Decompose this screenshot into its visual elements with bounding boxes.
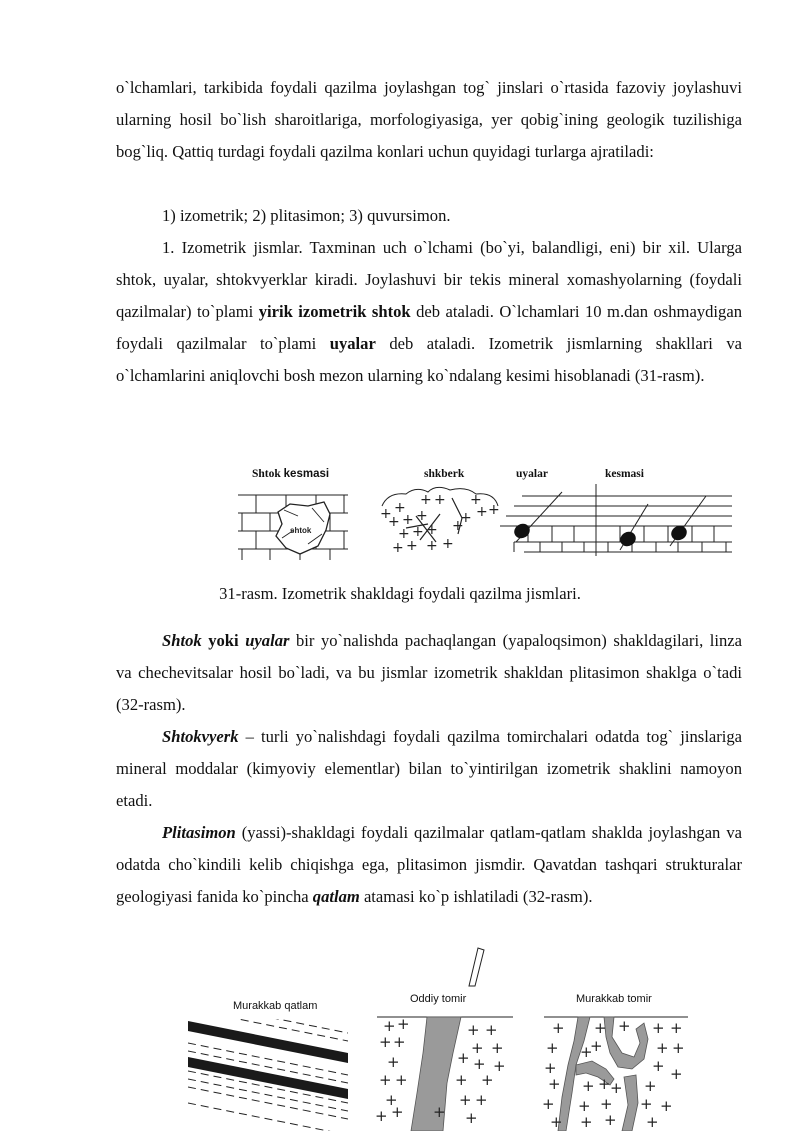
svg-text:+: + xyxy=(467,1021,480,1039)
paragraph-types-list: 1) izometrik; 2) plitasimon; 3) quvursimon. xyxy=(162,206,451,225)
svg-text:+: + xyxy=(392,540,404,556)
figure31-label-uyalar: uyalar xyxy=(516,468,548,480)
label-part: kesmasi xyxy=(283,468,330,480)
svg-text:+: + xyxy=(379,1071,392,1089)
shtok-section-drawing xyxy=(238,490,358,562)
svg-text:+: + xyxy=(582,1077,595,1095)
svg-text:+: + xyxy=(544,1059,557,1077)
text-segment: – turli yo`nalishdagi foydali qazilma tomirchalari odatda tog` jinslariga mineral moddalar (kimyoviy elementlar) bilan to`yintirilgan izometrik shaklini namoyon etadi. xyxy=(116,727,742,810)
term-qatlam: qatlam xyxy=(312,887,360,906)
svg-text:+: + xyxy=(383,1017,396,1035)
svg-text:+: + xyxy=(475,1091,488,1109)
label-part: Shtok xyxy=(252,468,281,480)
term-yirik-izometrik-shtok: yirik izometrik shtok xyxy=(258,302,411,321)
svg-text:+: + xyxy=(485,1021,498,1039)
svg-text:+: + xyxy=(548,1075,561,1093)
term-uyalar: uyalar xyxy=(329,334,376,353)
svg-text:+: + xyxy=(546,1039,559,1057)
svg-text:+: + xyxy=(656,1039,669,1057)
svg-text:+: + xyxy=(471,1039,484,1057)
svg-text:+: + xyxy=(412,524,424,540)
figure32-label-murakkab-tomir: Murakkab tomir xyxy=(576,993,652,1005)
figure32-label-oddiy-tomir: Oddiy tomir xyxy=(410,993,467,1005)
term-shtokvyerk: Shtokvyerk xyxy=(162,727,239,746)
svg-text:+: + xyxy=(481,1071,494,1089)
svg-text:+: + xyxy=(598,1075,611,1093)
shtokverk-drawing xyxy=(376,484,506,560)
svg-text:+: + xyxy=(391,1103,404,1121)
svg-text:+: + xyxy=(442,536,454,552)
svg-text:+: + xyxy=(379,1033,392,1051)
svg-text:+: + xyxy=(452,518,464,534)
text-segment: (yassi)-shakldagi foydali qazilmalar qatlam-qatlam shaklda joylashgan va odatda cho`kindili kelib chiqishga ega, plitasimon jismdir. Qavatdan tashqari strukturalar geologiyasi fanida ko`pincha xyxy=(116,823,742,906)
svg-text:+: + xyxy=(493,1057,506,1075)
text-segment: bir yo`nalishda pachaqlangan (yapaloqsimon) shakldagilari, linza va chechevitsalar hosil bo`ladi, va bu jismlar izometrik shakldan plitasimon shaklga o`tadi (32-rasm). xyxy=(116,631,742,714)
svg-text:+: + xyxy=(640,1095,653,1113)
svg-text:+: + xyxy=(476,504,488,520)
svg-text:+: + xyxy=(433,1103,446,1121)
svg-text:+: + xyxy=(652,1057,665,1075)
svg-text:+: + xyxy=(459,1091,472,1109)
svg-text:+: + xyxy=(670,1019,683,1037)
svg-text:+: + xyxy=(578,1097,591,1115)
svg-text:+: + xyxy=(426,522,438,538)
svg-text:+: + xyxy=(646,1113,659,1131)
text-segment: deb ataladi. O`lchamlari 10 m.dan oshmaydigan foydali qazilmalar to`plami xyxy=(116,302,742,353)
svg-text:+: + xyxy=(434,492,446,508)
text-segment: 1. Izometrik jismlar. Taxminan uch o`lchami (bo`yi, balandligi, eni) bir xil. Ularga shtok, uyalar, shtokvyerklar kiradi. Joylashuvi bir tekis mineral xomashyolarning (foydali qazilmalar) to`plami xyxy=(116,238,742,321)
svg-text:+: + xyxy=(550,1113,563,1131)
shtok-inner-label: shtok xyxy=(290,526,312,535)
text-segment-bold: yoki xyxy=(201,631,246,650)
paragraph-izometrik xyxy=(116,232,742,392)
text-segment: deb ataladi. Izometrik jismlarning shakllari va o`lchamlarini aniqlovchi bosh mezon ularning ko`ndalang kesimi hisoblanadi (31-rasm). xyxy=(116,334,742,385)
svg-text:+: + xyxy=(457,1049,470,1067)
svg-text:+: + xyxy=(380,506,392,522)
paragraph-plitasimon xyxy=(116,817,742,913)
svg-text:+: + xyxy=(610,1079,623,1097)
svg-text:+: + xyxy=(473,1055,486,1073)
term-uyalar-italic: uyalar xyxy=(245,631,290,650)
svg-text:+: + xyxy=(580,1113,593,1131)
svg-text:+: + xyxy=(387,1053,400,1071)
svg-text:+: + xyxy=(397,1015,410,1033)
svg-text:+: + xyxy=(395,1071,408,1089)
svg-text:+: + xyxy=(600,1095,613,1113)
svg-text:+: + xyxy=(460,510,472,526)
figure31-label-shtok xyxy=(252,468,329,480)
svg-text:+: + xyxy=(652,1019,665,1037)
svg-text:+: + xyxy=(388,514,400,530)
svg-text:+: + xyxy=(580,1043,593,1061)
svg-text:+: + xyxy=(660,1097,673,1115)
figure31-label-shkberk: shkberk xyxy=(424,468,465,480)
svg-text:+: + xyxy=(670,1065,683,1083)
svg-text:+: + xyxy=(594,1019,607,1037)
svg-text:+: + xyxy=(488,502,500,518)
svg-text:+: + xyxy=(644,1077,657,1095)
figure31-label-kesmasi: kesmasi xyxy=(605,468,644,480)
svg-text:+: + xyxy=(394,500,406,516)
svg-text:+: + xyxy=(491,1039,504,1057)
paragraph-shtok-uyalar xyxy=(116,625,742,721)
term-shtok: Shtok xyxy=(162,631,202,650)
svg-text:+: + xyxy=(393,1033,406,1051)
svg-text:+: + xyxy=(542,1095,555,1113)
svg-text:+: + xyxy=(672,1039,685,1057)
svg-text:+: + xyxy=(426,538,438,554)
svg-text:+: + xyxy=(406,538,418,554)
svg-text:+: + xyxy=(402,512,414,528)
svg-text:+: + xyxy=(398,526,410,542)
term-plitasimon: Plitasimon xyxy=(162,823,236,842)
svg-text:+: + xyxy=(385,1091,398,1109)
svg-text:+: + xyxy=(465,1109,478,1127)
figure32-label-murakkab-qatlam: Murakkab qatlam xyxy=(233,1000,318,1012)
svg-text:+: + xyxy=(470,492,482,508)
paragraph-shtokvyerk xyxy=(116,721,742,817)
text-segment: atamasi ko`p ishlatiladi (32-rasm). xyxy=(359,887,593,906)
figure31-caption: 31-rasm. Izometrik shakldagi foydali qazilma jismlari. xyxy=(219,584,581,603)
svg-text:+: + xyxy=(455,1071,468,1089)
murakkab-tomir-drawing xyxy=(540,1013,690,1131)
svg-text:+: + xyxy=(375,1107,388,1125)
svg-text:+: + xyxy=(604,1111,617,1129)
murakkab-qatlam-drawing xyxy=(188,1019,348,1131)
north-arrow-icon xyxy=(466,946,486,988)
svg-text:+: + xyxy=(552,1019,565,1037)
svg-text:+: + xyxy=(416,508,428,524)
svg-text:+: + xyxy=(590,1037,603,1055)
oddiy-tomir-drawing xyxy=(375,1013,515,1131)
paragraph-intro: o`lchamlari, tarkibida foydali qazilma joylashgan tog` jinslari o`rtasida fazoviy joylashuvi ularning hosil bo`lish sharoitlariga, morfologiyasiga, yer qobig`ining geologik tuzilishiga bog`liq. Qattiq turdagi foydali qazilma konlari uchun quyidagi turlarga ajratiladi: xyxy=(116,78,742,161)
uyalar-section-drawing xyxy=(492,484,742,560)
svg-text:+: + xyxy=(420,492,432,508)
svg-text:+: + xyxy=(618,1017,631,1035)
